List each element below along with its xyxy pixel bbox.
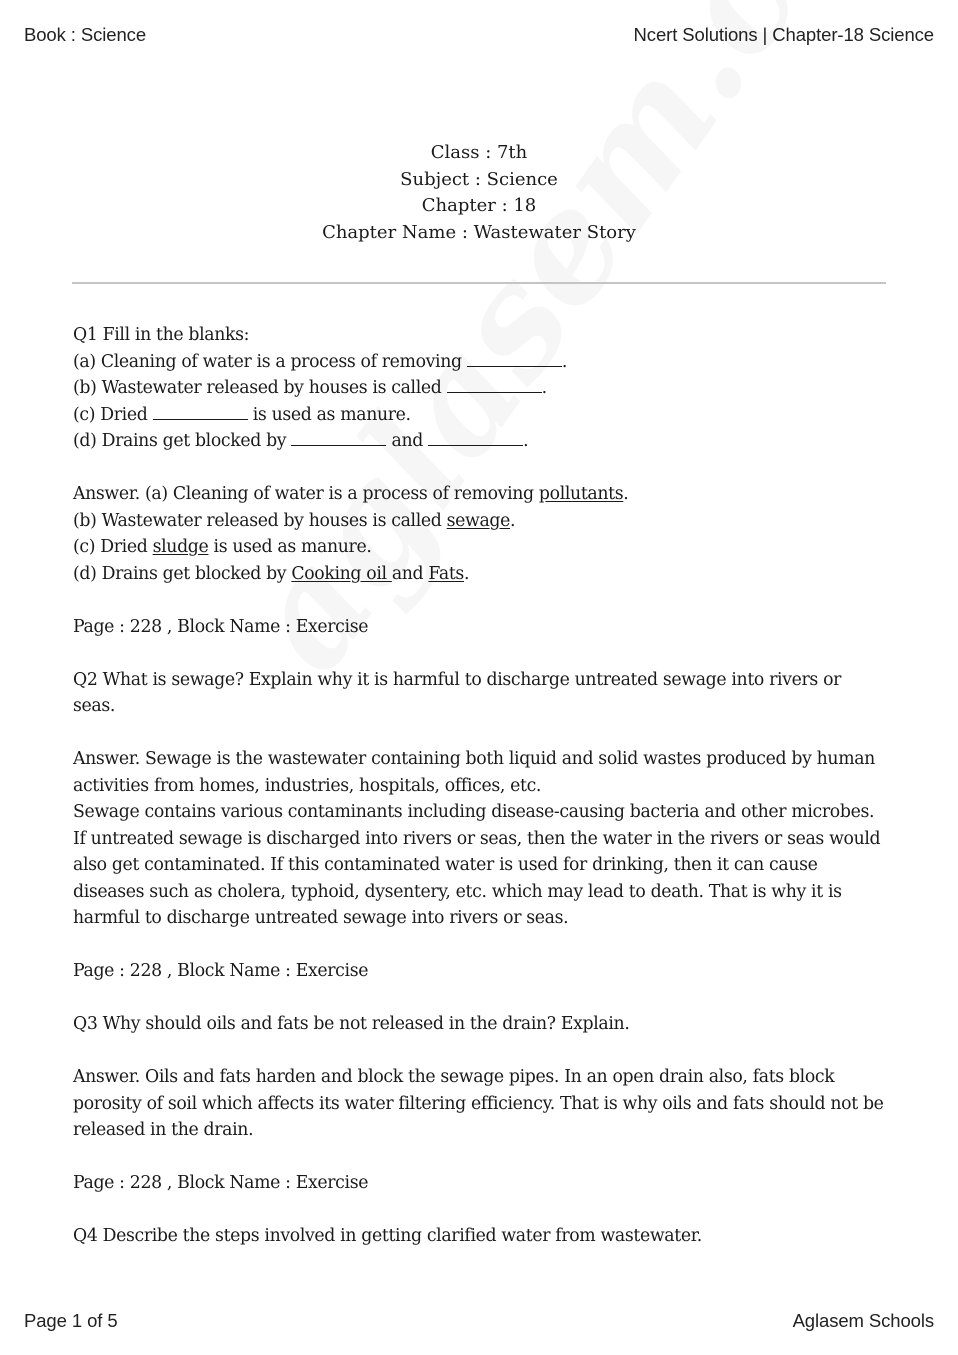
- q1-item-d: (d) Drains get blocked by and .: [73, 431, 529, 451]
- answer-fill: Cooking oil: [291, 563, 392, 584]
- blank-line: [447, 378, 542, 393]
- header-book-label: Book : Science: [24, 24, 147, 45]
- q1-answer: [73, 481, 888, 587]
- q1-page-ref: Page : 228 , Block Name : Exercise: [73, 616, 369, 637]
- q1-item-b: (b) Wastewater released by houses is called .: [73, 378, 547, 398]
- title-block: [0, 140, 958, 246]
- q3-page-ref: Page : 228 , Block Name : Exercise: [73, 1173, 369, 1193]
- q4-question: Q4 Describe the steps involved in getting clarified water from wastewater.: [73, 1226, 702, 1246]
- subject-label: Subject : Science: [400, 168, 558, 190]
- q3-question: Q3 Why should oils and fats be not released in the drain? Explain.: [73, 1014, 630, 1034]
- blank-line: [428, 431, 523, 446]
- q1-answer-b: (b) Wastewater released by houses is called sewage.: [73, 510, 516, 531]
- blank-line: [153, 405, 248, 420]
- q1-item-c: (c) Dried is used as manure.: [73, 404, 411, 425]
- q1-answer-d: (d) Drains get blocked by Cooking oil and Fats.: [73, 563, 470, 584]
- q1-item-a: (a) Cleaning of water is a process of removing .: [73, 351, 568, 372]
- q2-question: Q2 What is sewage? Explain why it is harmful to discharge untreated sewage into rivers or seas.: [73, 669, 842, 716]
- q1-question: Q1 Fill in the blanks:: [73, 325, 250, 345]
- q2-page-ref: Page : 228 , Block Name : Exercise: [73, 961, 369, 981]
- answer-fill: pollutants: [538, 484, 624, 504]
- running-footer: [24, 1310, 934, 1332]
- q1-block: [73, 322, 888, 455]
- q1-answer-c: (c) Dried sludge is used as manure.: [73, 537, 372, 557]
- header-chapter-label: Ncert Solutions | Chapter-18 Science: [633, 24, 934, 45]
- divider: [72, 282, 886, 284]
- q2-answer-p2: Sewage contains various contaminants including disease-causing bacteria and other microbes. If untreated sewage is discharged into rivers or seas, then the water in the rivers or seas would also get contaminated. If this contaminated water is used for drinking, then it can cause diseases such as cholera, typhoid, dysentery, etc. which may lead to death. That is why it is harmful to discharge untreated sewage into rivers or seas.: [73, 802, 881, 928]
- blank-line: [291, 431, 386, 446]
- q2-answer: [73, 746, 888, 932]
- chapter-label: Chapter : 18: [421, 195, 537, 216]
- answer-fill: sewage: [446, 510, 510, 531]
- q1-answer-a: Answer. (a) Cleaning of water is a process of removing pollutants.: [73, 484, 629, 504]
- running-header: [24, 24, 934, 46]
- answer-fill: sludge: [152, 537, 209, 557]
- page-number: Page 1 of 5: [24, 1310, 118, 1331]
- blank-line: [467, 352, 562, 367]
- q3-answer: Answer. Oils and fats harden and block the sewage pipes. In an open drain also, fats block porosity of soil which affects its water filtering efficiency. That is why oils and fats should not be released in the drain.: [73, 1067, 884, 1140]
- document-body: [73, 322, 888, 1276]
- chapter-name-label: Chapter Name : Wastewater Story: [322, 221, 636, 243]
- answer-fill: Fats: [428, 563, 464, 584]
- publisher-label: Aglasem Schools: [792, 1310, 934, 1331]
- class-label: Class : 7th: [430, 142, 528, 163]
- q2-answer-p1: Answer. Sewage is the wastewater containing both liquid and solid wastes produced by human activities from homes, industries, hospitals, offices, etc.: [73, 749, 875, 796]
